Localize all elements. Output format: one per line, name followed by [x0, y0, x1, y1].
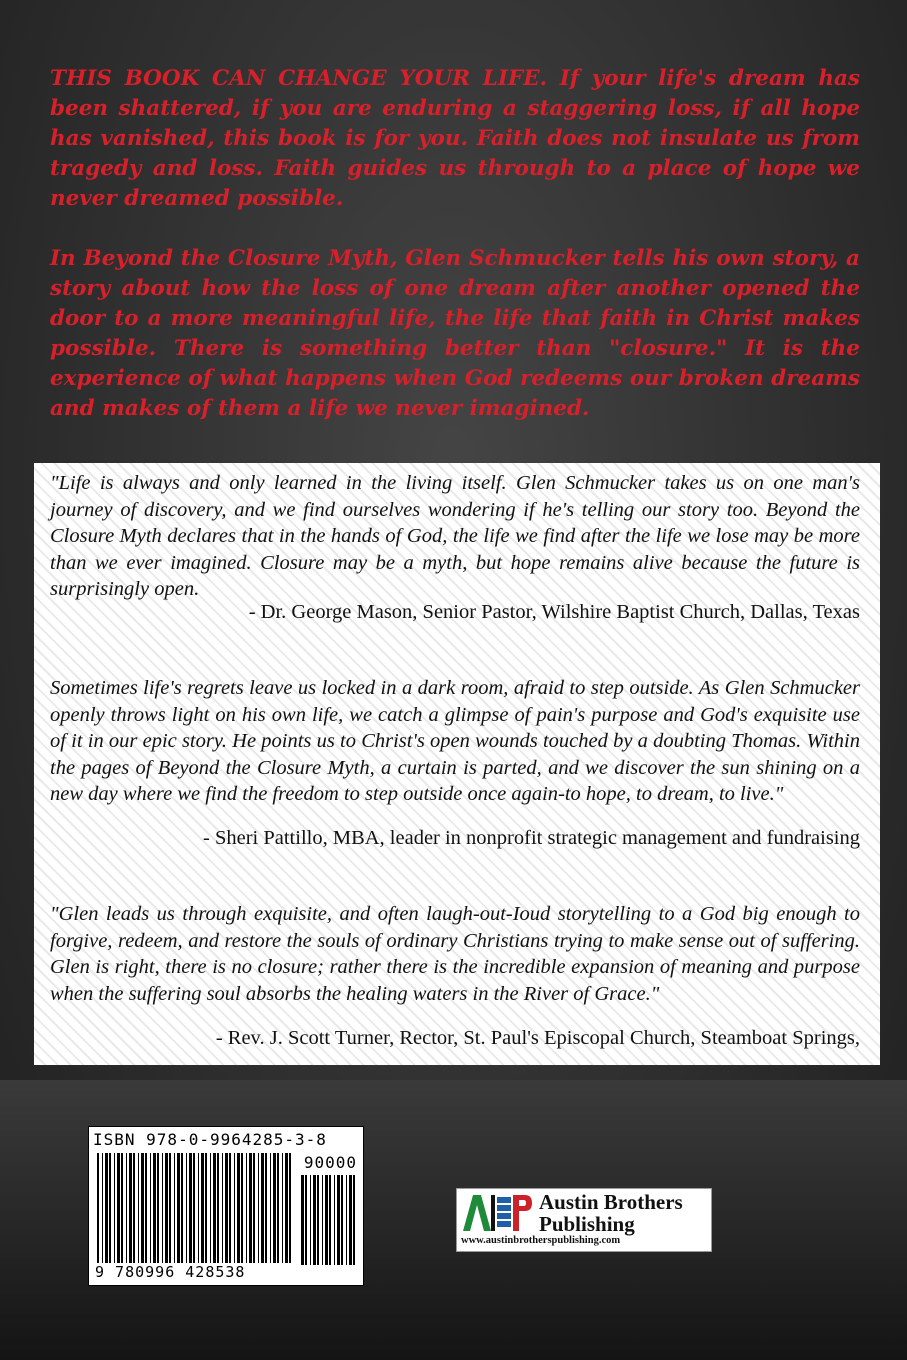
- endorsement-attribution-3: - Rev. J. Scott Turner, Rector, St. Paul's Episcopal Church, Steamboat Springs,: [215, 1027, 860, 1049]
- barcode-bar: [133, 1153, 135, 1263]
- barcode-bar: [246, 1153, 247, 1263]
- barcode-bar: [213, 1153, 216, 1263]
- barcode-bar: [285, 1153, 288, 1263]
- barcode-bar: [349, 1175, 352, 1265]
- barcode-bar: [105, 1153, 108, 1263]
- barcode-bar: [322, 1175, 323, 1265]
- barcode-bar: [157, 1153, 159, 1263]
- barcode-bar: [282, 1153, 283, 1263]
- barcode-bar: [346, 1175, 347, 1265]
- barcode-bar: [162, 1153, 163, 1263]
- barcode-bar: [277, 1153, 279, 1263]
- abp-logo-icon: [461, 1193, 533, 1233]
- barcode-main-bars: [97, 1153, 293, 1263]
- barcode-addon-bars: [301, 1175, 357, 1265]
- publisher-url: www.austinbrotherspublishing.com: [461, 1235, 621, 1246]
- endorsements-panel: [34, 463, 880, 1065]
- barcode-bar: [353, 1175, 355, 1265]
- barcode-bar: [317, 1175, 319, 1265]
- barcode-bar: [114, 1153, 115, 1263]
- barcode-bar: [141, 1153, 144, 1263]
- blurb-paragraph-1: THIS BOOK CAN CHANGE YOUR LIFE. If your life's dream has been shattered, if you are enduring a staggering loss, if all hope has vanished, this book is for you. Faith does not insulate us from tragedy and loss. Faith guides us through to a place of hope we never dreamed possible.: [50, 66, 860, 211]
- barcode-bar: [313, 1175, 316, 1265]
- barcode-bar: [301, 1175, 304, 1265]
- barcode-bar: [337, 1175, 340, 1265]
- barcode-bar: [138, 1153, 139, 1263]
- barcode-bar: [253, 1153, 255, 1263]
- barcode-bar: [217, 1153, 219, 1263]
- barcode-bar: [102, 1153, 103, 1263]
- barcode-bar: [234, 1153, 235, 1263]
- barcode-bar: [225, 1153, 228, 1263]
- endorsement-attribution-2: - Sheri Pattillo, MBA, leader in nonprofit strategic management and fundraising: [203, 827, 860, 849]
- isbn-barcode: [88, 1126, 364, 1286]
- barcode-bar: [198, 1153, 199, 1263]
- barcode-bar: [181, 1153, 183, 1263]
- barcode-bar: [237, 1153, 240, 1263]
- publisher-name-line-2: Publishing: [539, 1212, 635, 1236]
- barcode-bar: [265, 1153, 267, 1263]
- barcode-bar: [270, 1153, 271, 1263]
- barcode-bar: [126, 1153, 127, 1263]
- barcode-bar: [97, 1153, 99, 1263]
- barcode-bar: [177, 1153, 180, 1263]
- barcode-bar: [165, 1153, 168, 1263]
- publisher-name: [539, 1191, 683, 1235]
- barcode-bar: [145, 1153, 147, 1263]
- barcode-bar: [310, 1175, 311, 1265]
- barcode-bar: [273, 1153, 276, 1263]
- barcode-bar: [129, 1153, 132, 1263]
- barcode-bar: [169, 1153, 171, 1263]
- barcode-bar: [261, 1153, 264, 1263]
- barcode-bar: [174, 1153, 175, 1263]
- endorsement-quote-1: "Life is always and only learned in the living itself. Glen Schmucker takes us on one man's journey of discovery, and we find ourselves wondering if he's telling our story too. Beyond the Closure Myth declares that in the hands of God, the life we find after the life we lose may be more than we ever imagined. Closure may be a myth, but hope remains alive because the future is surprisingly open.: [50, 472, 860, 600]
- isbn-label: ISBN 978-0-9964285-3-8: [93, 1130, 327, 1149]
- barcode-bar: [150, 1153, 151, 1263]
- price-code: 90000: [303, 1153, 357, 1172]
- barcode-bar: [305, 1175, 307, 1265]
- barcode-bar: [241, 1153, 243, 1263]
- barcode-bar: [258, 1153, 259, 1263]
- barcode-bar: [341, 1175, 343, 1265]
- barcode-bar: [222, 1153, 223, 1263]
- barcode-bar: [334, 1175, 335, 1265]
- endorsement-quote-3: "Glen leads us through exquisite, and often laugh-out-Ioud storytelling to a God big enough to forgive, redeem, and restore the souls of ordinary Christians trying to make sense out of suffering. Glen is right, there is no closure; rather there is the incredible expansion of meaning and purpose when the suffering soul absorbs the healing waters in the River of Grace.": [50, 903, 860, 1005]
- barcode-bar: [109, 1153, 111, 1263]
- blurb-paragraph-2: In Beyond the Closure Myth, Glen Schmucker tells his own story, a story about how the loss of one dream after another opened the door to a more meaningful life, the life that faith in Christ makes possible. There is something better than "closure." It is the experience of what happens when God redeems our broken dreams and makes of them a life we never imagined.: [50, 246, 860, 421]
- barcode-bar: [186, 1153, 187, 1263]
- barcode-bar: [205, 1153, 207, 1263]
- barcode-bar: [210, 1153, 211, 1263]
- barcode-bar: [289, 1153, 291, 1263]
- barcode-bar: [325, 1175, 328, 1265]
- endorsement-quote-2: Sometimes life's regrets leave us locked in a dark room, afraid to step outside. As Glen Schmucker openly throws light on his own life, we catch a glimpse of pain's purpose and God's exquisite use of it in our epic story. He points us to Christ's open wounds touched by a doubting Thomas. Within the pages of Beyond the Closure Myth, a curtain is parted, and we discover the sun shining on a new day where we find the freedom to step outside once again-to hope, to dream, to live.": [50, 677, 860, 805]
- barcode-bar: [329, 1175, 331, 1265]
- ean-digits: 9 780996 428538: [95, 1263, 246, 1281]
- barcode-bar: [249, 1153, 252, 1263]
- publisher-logo: [456, 1188, 712, 1252]
- barcode-bar: [153, 1153, 156, 1263]
- publisher-name-line-1: Austin Brothers: [539, 1190, 683, 1214]
- barcode-bar: [201, 1153, 204, 1263]
- barcode-bar: [193, 1153, 195, 1263]
- barcode-bar: [117, 1153, 120, 1263]
- barcode-bar: [121, 1153, 123, 1263]
- barcode-bar: [189, 1153, 192, 1263]
- endorsement-attribution-1: - Dr. George Mason, Senior Pastor, Wilshire Baptist Church, Dallas, Texas: [248, 601, 860, 623]
- barcode-bar: [229, 1153, 231, 1263]
